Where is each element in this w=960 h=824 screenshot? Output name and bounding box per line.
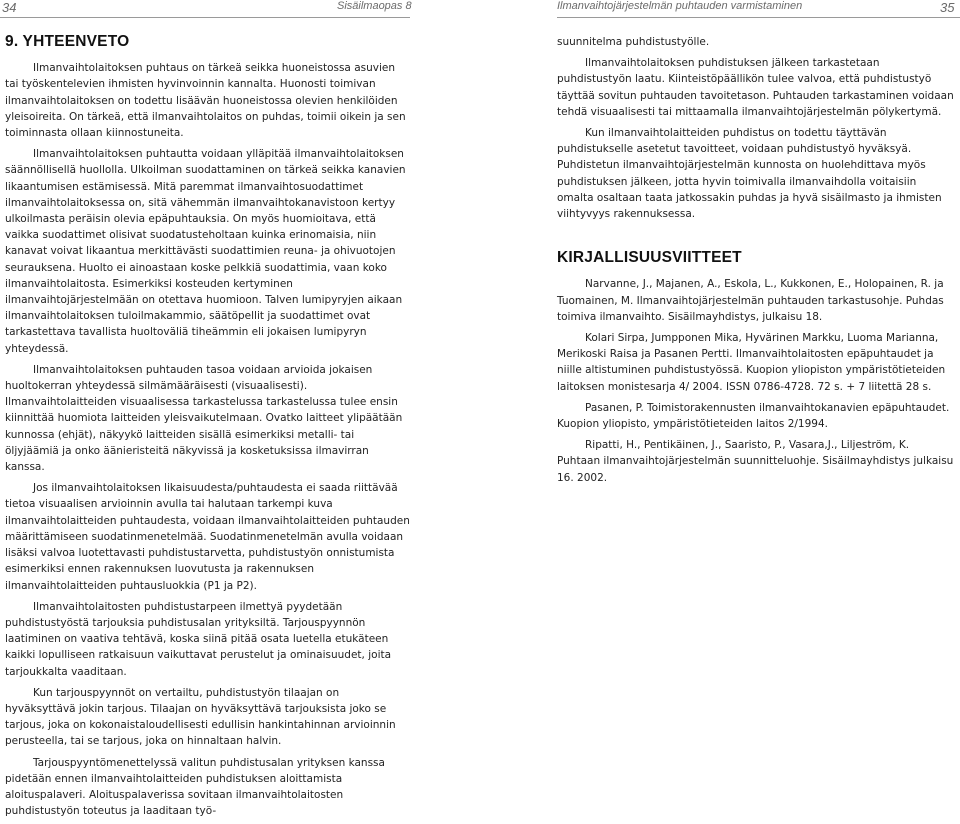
right-header-rule bbox=[557, 17, 960, 18]
paragraph: Kun tarjouspyynnöt on vertailtu, puhdistustyön tilaajan on hyväksyttävä jokin tarjous. Tilaajan on hyväksyttävä tarjouksista joko se tarjous, joka on kokonaistaloudellisesti edullisin hankintahinnan arvioinnin perusteella, tai se tarjous, joka on hinnaltaan halvin. bbox=[5, 686, 396, 748]
section-heading: 9. YHTEENVETO bbox=[5, 33, 130, 50]
paragraph: Jos ilmanvaihtolaitoksen likaisuudesta/puhtaudesta ei saada riittävää tietoa visuaalisen arvioinnin avulla tai halutaan tarkempi kuva ilmanvaihtolaitteiden puhtaudesta, voidaan ilmanvaihtolaitteiden puhtauden määrittämiseen suodatinmenetelmää. Suodatinmenetelmän avulla voidaan lisäksi valvoa luotettavasti puhdistustarvetta, puhdistustyön onnistumista esimerkiksi ennen rakennuksen luovutusta ja rakennuksen ilmanvaihtolaitteiden puhtausluokkia (P1 ja P2). bbox=[5, 482, 410, 592]
right-column bbox=[557, 34, 955, 491]
reference-item: Narvanne, J., Majanen, A., Eskola, L., Kukkonen, E., Holopainen, R. ja Tuomainen, M. Ilmanvaihtojärjestelmän puhtauden tarkastusohje. Puhdas toimiva ilmanvaihto. Sisäilmayhdistys, julkaisu 18. bbox=[557, 278, 944, 323]
left-header-rule bbox=[0, 17, 410, 18]
left-running-title: Sisäilmaopas 8 bbox=[337, 0, 412, 12]
paragraph: Ilmanvaihtolaitoksen puhdistuksen jälkeen tarkastetaan puhdistustyön laatu. Kiinteistöpäällikön tulee valvoa, että puhdistustyö täyttää sovitun puhtauden tavoitetason. Puhtauden tarkastaminen voidaan tehdä visuaalisesti tai mittaamalla ilmanvaihtojärjestelmän pölykertymä. bbox=[557, 57, 954, 118]
left-page-number: 34 bbox=[2, 0, 17, 15]
reference-item: Kolari Sirpa, Jumpponen Mika, Hyvärinen Markku, Luoma Marianna, Merikoski Raisa ja Pasanen Pertti. Ilmanvaihtolaitosten epäpuhtaudet ja niille altistuminen puhdistustyössä. Kuopion yliopiston ympäristötieteiden laitoksen monistesarja 4/ 2004. ISSN 0786-4728. 72 s. + 7 liitettä 28 s. bbox=[557, 332, 946, 393]
right-page-number: 35 bbox=[940, 0, 955, 15]
references-heading: KIRJALLISUUSVIITTEET bbox=[557, 249, 742, 267]
paragraph: Ilmanvaihtolaitosten puhdistustarpeen ilmettyä pyydetään puhdistustyöstä tarjouksia puhdistusalan yrityksiltä. Tarjouspyynnön laatiminen on vaativa tehtävä, koska siinä pitää osata luetella etukäteen kaikki lopulliseen ratkaisuun vaikuttavat perustelut ja ominaisuudet, joita tarjoukkalta vaaditaan. bbox=[5, 600, 392, 678]
paragraph: suunnitelma puhdistustyölle. bbox=[557, 36, 710, 48]
reference-item: Pasanen, P. Toimistorakennusten ilmanvaihtokanavien epäpuhtaudet. Kuopion yliopisto, ympäristötieteiden laitos 2/1994. bbox=[557, 401, 950, 431]
left-column bbox=[5, 34, 410, 824]
paragraph: Kun ilmanvaihtolaitteiden puhdistus on todettu täyttävän puhdistukselle asetetut tavoitteet, voidaan puhdistustyö hyväksyä. Puhdistetun ilmanvaihtojärjestelmän kunnosta on huolehdittava myös puhdistuksen jälkeen, jotta hyvin toimivalla ilmanvaihdolla voitaisiin omalta osaltaan taata jatkossakin puhdas ja hyvä sisäilmasto ja ihmisten viihtyvyys rakennuksessa. bbox=[557, 127, 942, 221]
right-running-title: Ilmanvaihtojärjestelmän puhtauden varmistaminen bbox=[557, 0, 803, 12]
reference-item: Ripatti, H., Pentikäinen, J., Saaristo, P., Vasara,J., Liljeström, K. Puhtaan ilmanvaihtojärjestelmän suunnitteluohje. Sisäilmayhdistys julkaisu 16. 2002. bbox=[557, 439, 954, 484]
paragraph: Ilmanvaihtolaitoksen puhtaus on tärkeä seikka huoneistossa asuvien tai työskentelevien ihmisten hyvinvoinnin kannalta. Huonosti toimivan ilmanvaihtolaitoksen on todettu lisäävän huoneistossa olevien henkilöiden yleisoireita. On tärkeä, että ilmanvaihtolaitos on puhdas, toimii oikein ja sen toiminnasta ollaan kiinnostuneita. bbox=[5, 62, 406, 140]
paragraph: Ilmanvaihtolaitoksen puhtauden tasoa voidaan arvioida jokaisen huoltokerran yhteydessä silmämääräisesti (visuaalisesti). Ilmanvaihtolaitteiden visuaalisessa tarkastelussa tarkastelussa tulee ensin kiinnittää huomiota laitteiden yleisvaikutelmaan. Ovatko laitteet ylipäätään kunnossa (ehjät), näkyykö laitteiden sisällä esimerkiksi metalli- tai öljyjäämiä ja onko äänieristeitä näkyvissä ja kosketuksissa ilmavirran kanssa. bbox=[5, 363, 403, 474]
paragraph: Tarjouspyyntömenettelyssä valitun puhdistusalan yrityksen kanssa pidetään ennen ilmanvaihtolaitteiden puhdistuksen aloittamista aloituspalaveri. Aloituspalaverissa sovitaan ilmanvaihtolaitosten puhdistustyön toteutus ja laaditaan työ- bbox=[5, 756, 385, 818]
paragraph: Ilmanvaihtolaitoksen puhtautta voidaan ylläpitää ilmanvaihtolaitoksen säännöllisellä huollolla. Ulkoilman suodattaminen on tärkeä seikka kanavien likaantumisen estämisessä. Mitä paremmat ilmanvaihtosuodattimet ilmanvaihtolaitoksessa on, sitä vähemmän ilmanvaihtokanavistoon kertyy ulkoilmasta peräisin olevia epäpuhtauksia. On myös huomioitava, että vaikka suodattimet olisivat suodatusteholtaan kuinka erinomaisia, niin kanavat voivat likaantua merkittävästi suodattimien reuna- ja ohivuotojen seurauksena. Huolto ei ainoastaan koske pelkkiä suodattimia, vaan koko ilmanvaihtolaitosta. Esimerkiksi kosteuden kertyminen ilmanvaihtojärjestelmään on otettava huomioon. Talven lumipyryjen aikaan ilmanvaihtolaitoksen tuloilmakammio, säätöpellit ja suodattimet ovat tarkastettava tavallista huoltoväliä tiheämmin eli jokaisen lumipyryn yhteydessä. bbox=[5, 148, 406, 355]
